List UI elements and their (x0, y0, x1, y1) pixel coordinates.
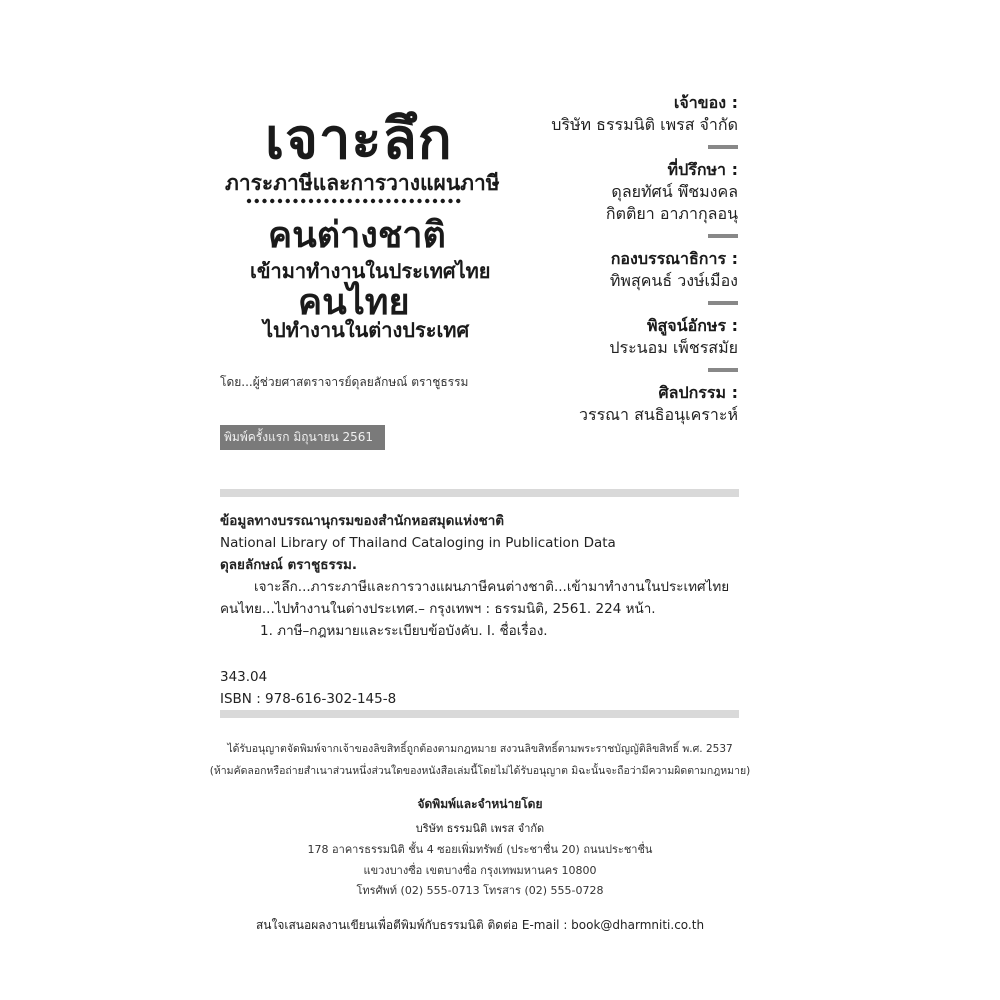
divider-dot (247, 199, 251, 203)
copyright-notice: ได้รับอนุญาตจัดพิมพ์จากเจ้าของลิขสิทธิ์ถูกต้องตามกฎหมาย สงวนลิขสิทธิ์ตามพระราชบัญญัติลิขสิทธิ์ พ.ศ. 2537 (227, 743, 733, 755)
divider-dot (332, 199, 336, 203)
divider-dot (324, 199, 328, 203)
divider-dot (278, 199, 282, 203)
credit-heading: เจ้าของ : (673, 93, 738, 112)
credit-divider (708, 301, 738, 305)
cataloging-classification: 343.04 (220, 669, 268, 685)
edition-badge: พิมพ์ครั้งแรก มิถุนายน 2561 (220, 425, 385, 450)
credit-value: บริษัท ธรรมนิติ เพรส จำกัด (551, 115, 738, 134)
divider-dot (286, 199, 290, 203)
divider-dot (433, 199, 437, 203)
credits-panel (478, 92, 738, 426)
cataloging-subjects: 1. ภาษี–กฎหมายและระเบียบข้อบังคับ. I. ชื่อเรื่อง. (260, 623, 548, 639)
credit-heading: พิสูจน์อักษร : (646, 316, 738, 335)
divider-dot (270, 199, 274, 203)
divider-dot (379, 199, 383, 203)
divider-dot (301, 199, 305, 203)
divider-dot (255, 199, 259, 203)
divider-dot (417, 199, 421, 203)
credit-heading: ที่ปรึกษา : (667, 160, 738, 179)
credit-heading: ศิลปกรรม : (658, 383, 738, 402)
credit-divider (708, 368, 738, 372)
credit-artwork (478, 382, 738, 426)
divider-dot (394, 199, 398, 203)
cataloging-heading-thai: ข้อมูลทางบรรณานุกรมของสำนักหอสมุดแห่งชาติ (220, 513, 505, 529)
publisher-phone: โทรศัพท์ (02) 555-0713 โทรสาร (02) 555-0728 (356, 884, 604, 897)
separator-band-top (220, 489, 739, 497)
cataloging-imprint: คนไทย...ไปทำงานในต่างประเทศ.– กรุงเทพฯ : ธรรมนิติ, 2561. 224 หน้า. (220, 601, 656, 617)
cataloging-heading-english: National Library of Thailand Cataloging in Publication Data (220, 535, 616, 551)
credit-value: ประนอม เพ็ชรสมัย (609, 338, 738, 357)
publisher-address-line2: แขวงบางซื่อ เขตบางซื่อ กรุงเทพมหานคร 10800 (363, 864, 597, 877)
credit-owner (478, 92, 738, 149)
divider-dot (402, 199, 406, 203)
divider-dot (456, 199, 460, 203)
divider-dot (262, 199, 266, 203)
contact-line: สนใจเสนอผลงานเขียนเพื่อตีพิมพ์กับธรรมนิติ ติดต่อ E-mail : book@dharmniti.co.th (255, 918, 705, 932)
publisher-address-line1: 178 อาคารธรรมนิติ ชั้น 4 ซอยเพิ่มทรัพย์ (ประชาชื่น 20) ถนนประชาชื่น (307, 843, 653, 856)
divider-dot (293, 199, 297, 203)
publisher-name: บริษัท ธรรมนิติ เพรส จำกัด (415, 822, 545, 835)
publisher-heading: จัดพิมพ์และจำหน่ายโดย (417, 797, 543, 811)
title-subtitle-foreigners: เข้ามาทำงานในประเทศไทย (250, 259, 491, 283)
dotted-divider (246, 196, 464, 206)
credit-divider (708, 145, 738, 149)
divider-dot (410, 199, 414, 203)
credit-value: กิตติยา อาภากุลอนุ (605, 204, 738, 223)
credit-divider (708, 234, 738, 238)
title-subtitle-thais: ไปทำงานในต่างประเทศ (263, 318, 470, 342)
author-line: โดย...ผู้ช่วยศาสตราจารย์ดุลยลักษณ์ ตราชูธรรม (220, 375, 469, 389)
credit-heading: กองบรรณาธิการ : (610, 249, 738, 268)
title-subtitle-tax: ภาระภาษีและการวางแผนภาษี (225, 171, 500, 195)
divider-dot (425, 199, 429, 203)
title-thais: คนไทย (298, 282, 410, 323)
divider-dot (340, 199, 344, 203)
credit-value: วรรณา สนธิอนุเคราะห์ (579, 405, 738, 424)
title-main: เจาะลึก (265, 107, 453, 172)
divider-dot (317, 199, 321, 203)
divider-dot (309, 199, 313, 203)
credit-value: ทิพสุคนธ์ วงษ์เมือง (609, 271, 738, 290)
copyright-warning: (ห้ามคัดลอกหรือถ่ายสำเนาส่วนหนึ่งส่วนใดของหนังสือเล่มนี้โดยไม่ได้รับอนุญาต มิฉะนั้นจะถือว่ามีความผิดตามกฎหมาย) (209, 765, 751, 777)
divider-dot (386, 199, 390, 203)
cataloging-title: เจาะลึก...ภาระภาษีและการวางแผนภาษีคนต่างชาติ...เข้ามาทำงานในประเทศไทย (254, 579, 730, 595)
cataloging-block (220, 510, 740, 710)
divider-dot (441, 199, 445, 203)
cataloging-author: ดุลยลักษณ์ ตราชูธรรม. (220, 557, 358, 573)
divider-dot (371, 199, 375, 203)
title-foreigners: คนต่างชาติ (268, 215, 446, 256)
credit-proofreader (478, 315, 738, 372)
divider-dot (348, 199, 352, 203)
credit-value: ดุลยทัศน์ พึชมงคล (611, 182, 738, 201)
divider-dot (363, 199, 367, 203)
separator-band-bottom (220, 710, 739, 718)
divider-dot (448, 199, 452, 203)
cataloging-isbn: ISBN : 978-616-302-145-8 (220, 691, 397, 707)
divider-dot (355, 199, 359, 203)
credit-advisors (478, 159, 738, 238)
credit-editorial (478, 248, 738, 305)
